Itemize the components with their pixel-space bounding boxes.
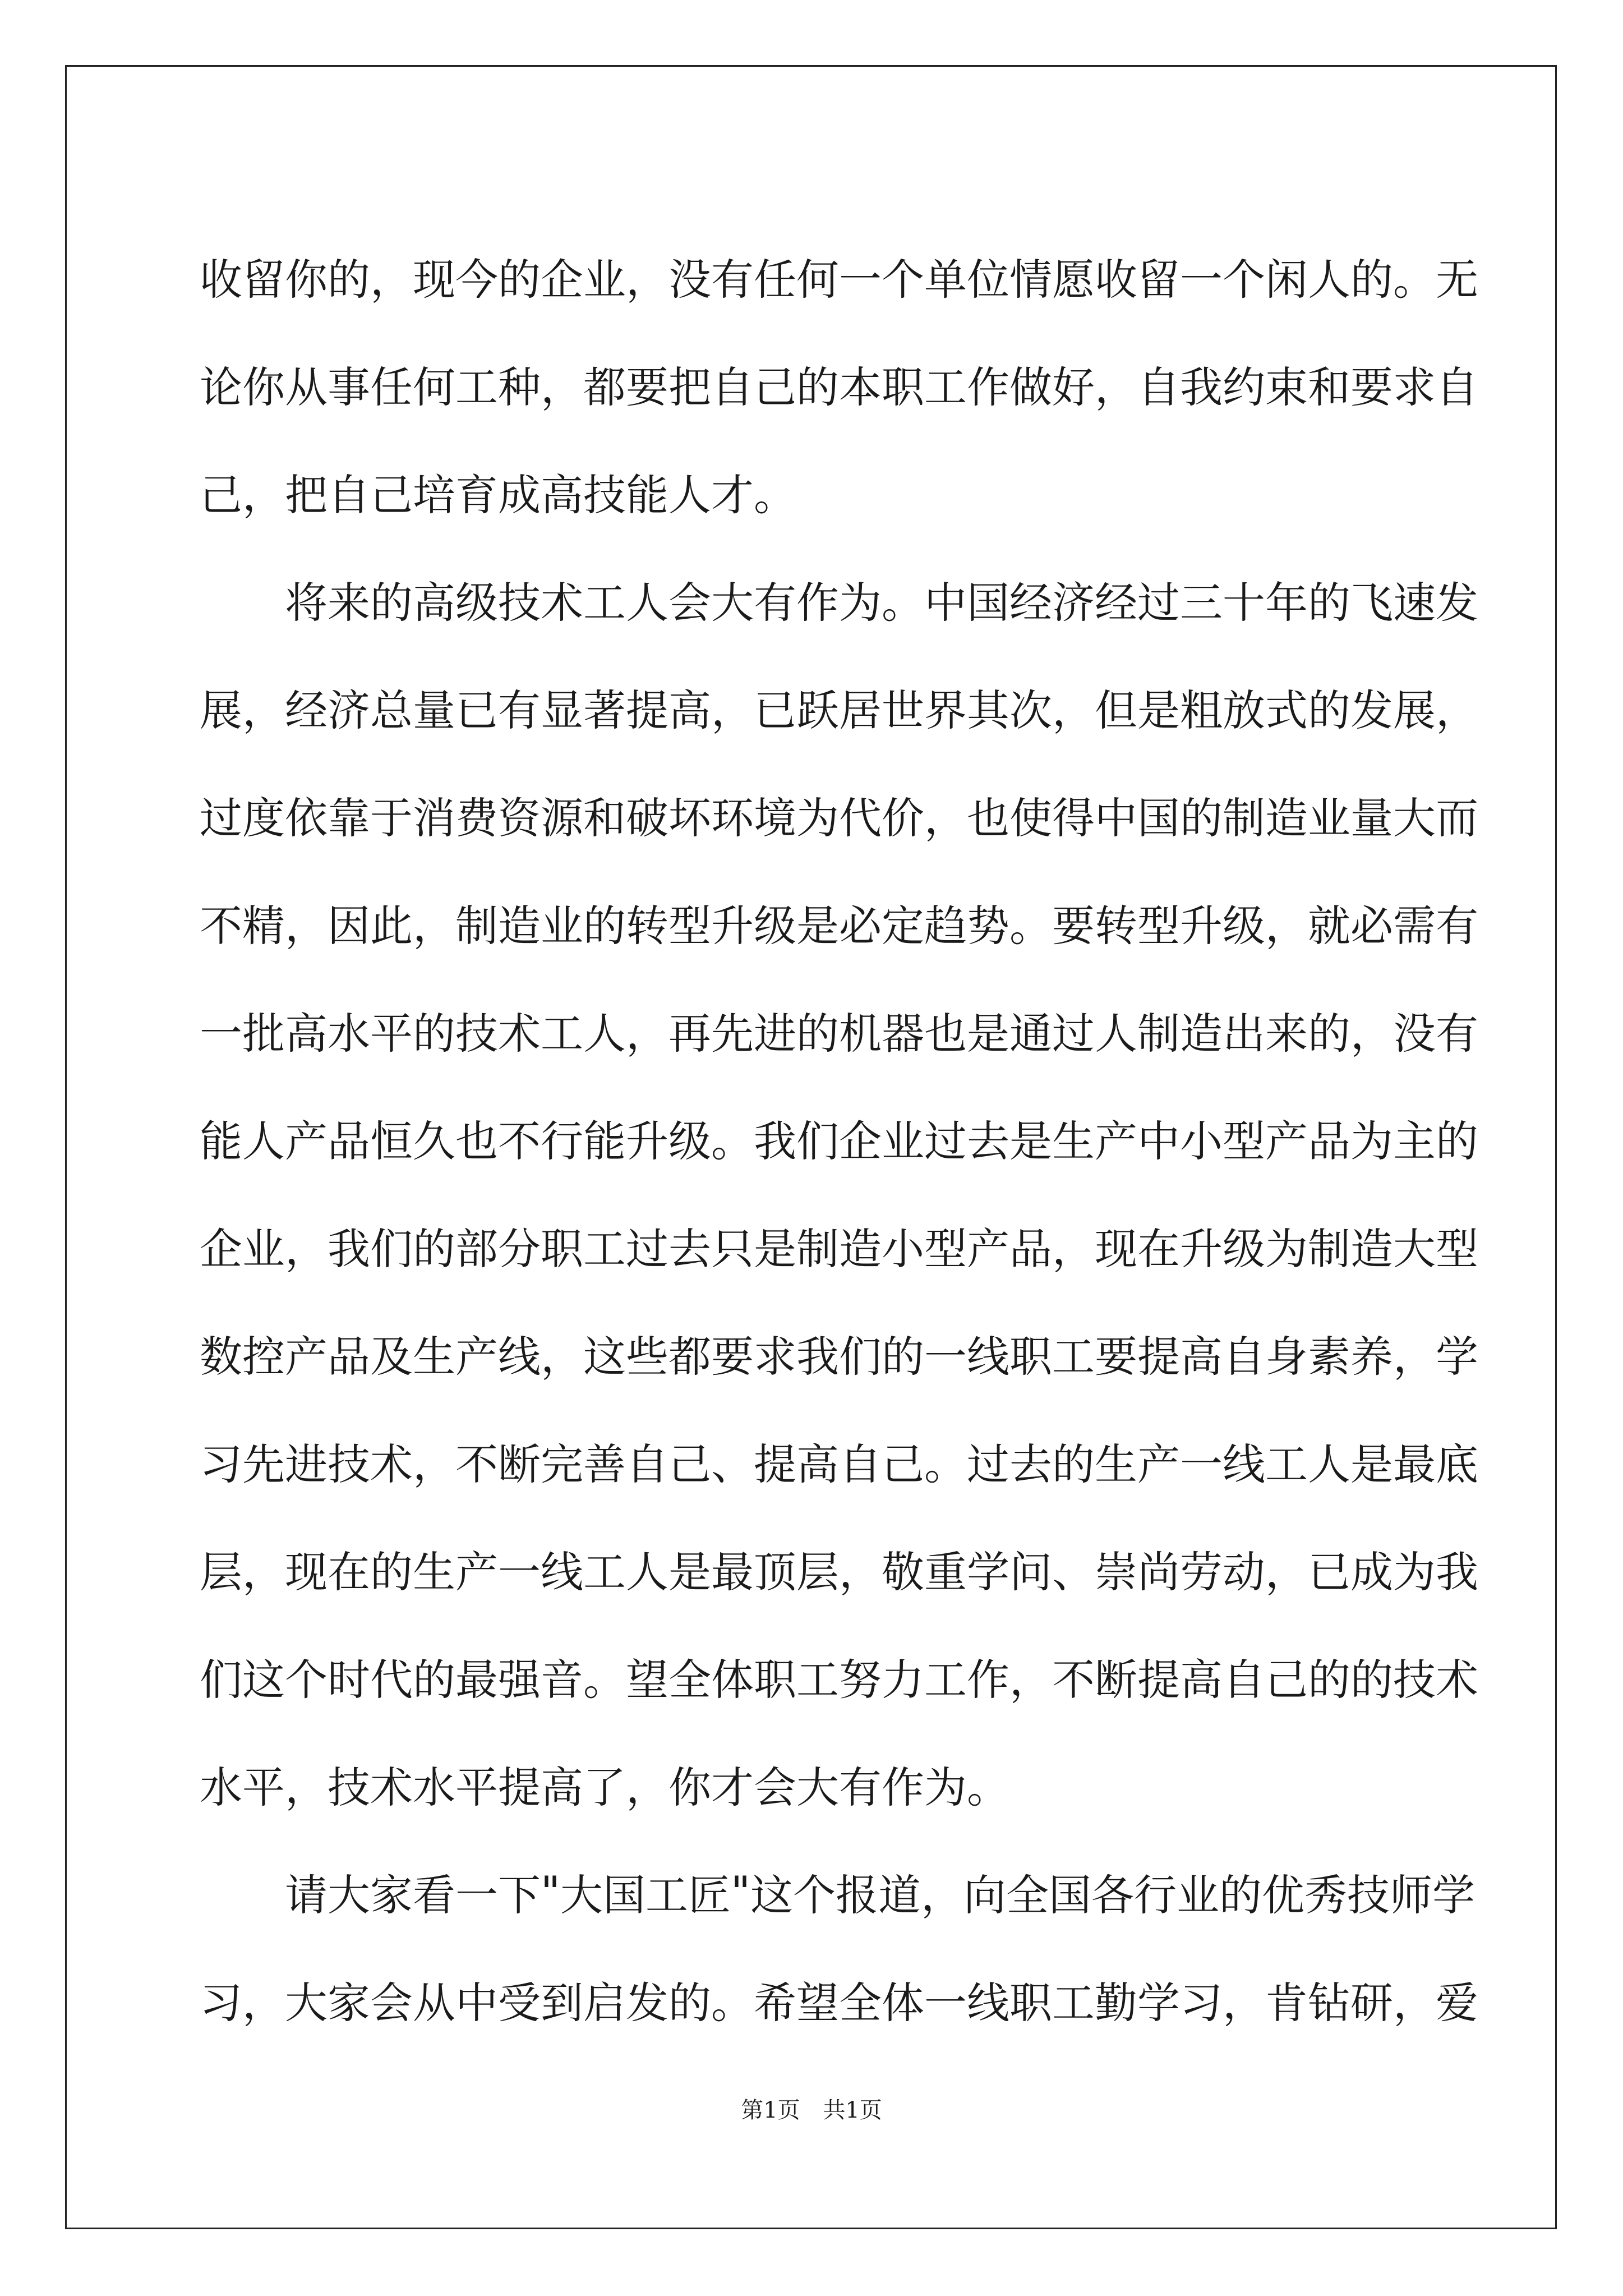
text-line: 过 度 依 靠 于 消 费 资 源 和 破 坏 环 境 为 代 价 ， 也 使 得 中 国 的 制 造 业 量 大 而 [200,793,1478,843]
text-line: 将 来 的 高 级 技 术 工 人 会 大 有 作 为 。 中 国 经 济 经 过 三 十 年 的 飞 速 发 [285,577,1478,628]
page-number: 第1页 [741,2097,800,2123]
text-line: 论 你 从 事 任 何 工 种 ， 都 要 把 自 己 的 本 职 工 作 做 好 ， 自 我 约 束 和 要 求 自 [200,362,1478,412]
document-body [200,222,1478,2053]
text-line: 能 人 产 品 恒 久 也 不 行 能 升 级 。 我 们 企 业 过 去 是 生 产 中 小 型 产 品 为 主 的 [200,1116,1478,1166]
page-total: 共1页 [823,2097,882,2123]
text-line: 习 ， 大 家 会 从 中 受 到 启 发 的 。 希 望 全 体 一 线 职 工 勤 学 习 ， 肯 钻 研 ， 爱 [200,1977,1478,2028]
text-line: 水平，技术水平提高了，你才会大有作为。 [200,1762,1009,1812]
text-line: 企 业 ， 我 们 的 部 分 职 工 过 去 只 是 制 造 小 型 产 品 ， 现 在 升 级 为 制 造 大 型 [200,1223,1478,1274]
text-line: 不 精 ， 因 此 ， 制 造 业 的 转 型 升 级 是 必 定 趋 势 。 要 转 型 升 级 ， 就 必 需 有 [200,900,1478,951]
text-line: 一 批 高 水 平 的 技 术 工 人 ， 再 先 进 的 机 器 也 是 通 过 人 制 造 出 来 的 ， 没 有 [200,1008,1478,1059]
text-line: 己，把自己培育成高技能人才。 [200,470,796,520]
text-line: 们 这 个 时 代 的 最 强 音 。 望 全 体 职 工 努 力 工 作 ， 不 断 提 高 自 己 的 的 技 术 [200,1654,1478,1705]
text-line: 习 先 进 技 术 ， 不 断 完 善 自 己 、 提 高 自 己 。 过 去 的 生 产 一 线 工 人 是 最 底 [200,1439,1478,1489]
text-line: 收 留 你 的 ， 现 今 的 企 业 ， 没 有 任 何 一 个 单 位 情 愿 收 留 一 个 闲 人 的 。 无 [200,254,1478,305]
text-line: 层 ， 现 在 的 生 产 一 线 工 人 是 最 顶 层 ， 敬 重 学 问 、 崇 尚 劳 动 ， 已 成 为 我 [200,1547,1478,1597]
text-line: 数 控 产 品 及 生 产 线 ， 这 些 都 要 求 我 们 的 一 线 职 工 要 提 高 自 身 素 养 ， 学 [200,1331,1478,1382]
text-line: 展 ， 经 济 总 量 已 有 显 著 提 高 ， 已 跃 居 世 界 其 次 ， 但 是 粗 放 式 的 发 展 ， [200,685,1478,735]
page-footer [0,2092,1623,2124]
text-line: 请 大 家 看 一 下 " 大 国 工 匠 " 这 个 报 道 ， 向 全 国 各 行 业 的 优 秀 技 师 学 [285,1866,1475,1920]
